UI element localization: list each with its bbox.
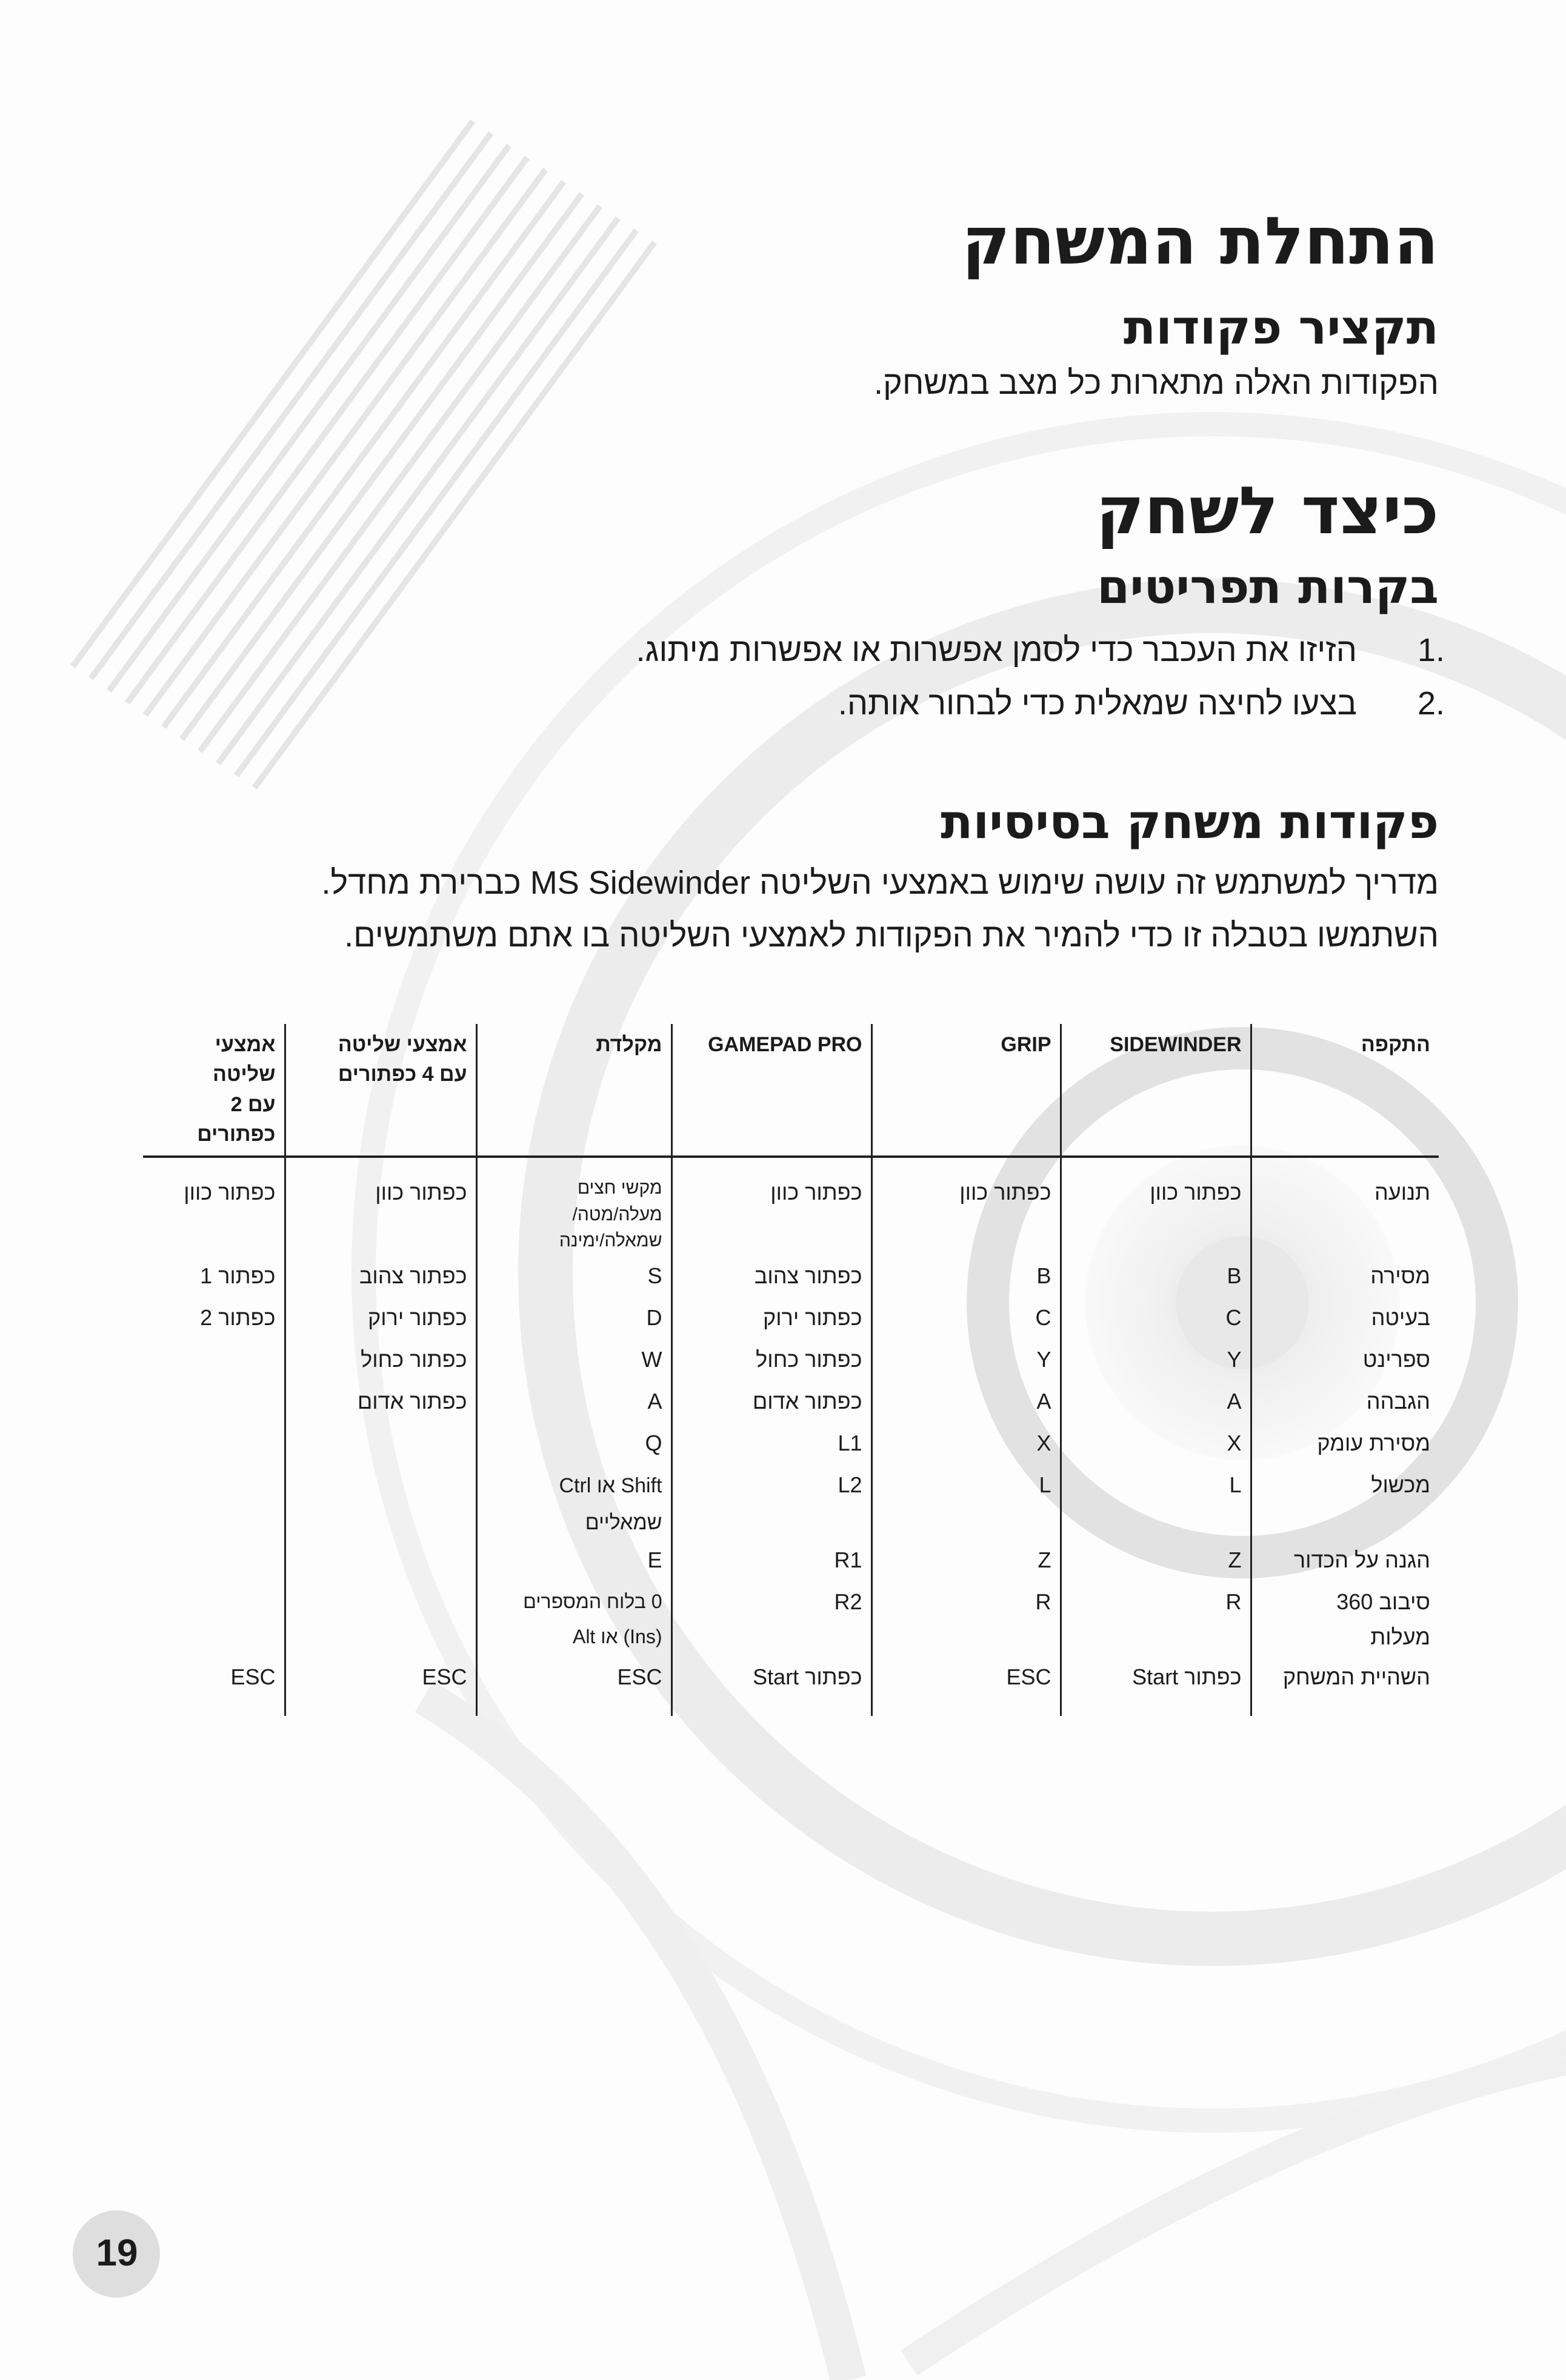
table-row [143,1426,1439,1468]
table-cell: Y [871,1342,1061,1384]
table-cell: Y [1061,1342,1251,1384]
table-cell: W [476,1342,671,1384]
table-cell: כפתור כוון [871,1157,1061,1258]
list-item-number: .2 [1417,685,1445,722]
table-cell: כפתור צהוב [285,1258,476,1300]
table-cell: D [476,1300,671,1342]
table-cell: תנועה [1374,1180,1430,1205]
table-cell: בעיטה [1371,1305,1430,1331]
column-header: GAMEPAD PRO [671,1024,871,1157]
table-cell: כפתור ירוק [285,1300,476,1342]
column-header: אמצעי שליטה עם 4 כפתורים [285,1024,476,1157]
table-cell: R1 [671,1543,871,1584]
section-heading-commands-summary: תקציר פקודות [1123,301,1439,355]
table-cell: מכשול [1371,1472,1430,1498]
table-row [143,1584,1439,1660]
table-header-row [143,1024,1439,1157]
column-header: SIDEWINDER [1061,1024,1251,1157]
table-cell [143,1384,285,1426]
table-cell: R2 [671,1584,871,1660]
page-number: 19 [96,2232,138,2274]
table-cell: כפתור צהוב [671,1258,871,1300]
page-title: התחלת המשחק [962,204,1439,279]
table-cell [143,1584,285,1660]
column-header: מקלדת [476,1024,671,1157]
controls-table [143,1024,1439,1716]
table-cell: X [1061,1426,1251,1468]
basic-commands-text-1: מדריך למשתמש זה עושה שימוש באמצעי השליטה MS Sidewinder כברירת מחדל. [321,865,1439,901]
table-cell: Q [476,1426,671,1468]
table-cell: ESC [476,1660,671,1716]
table-cell: כפתור כוון [1061,1157,1251,1258]
table-cell: כפתור Start [671,1660,871,1716]
table-cell: כפתור ירוק [671,1300,871,1342]
table-cell: R [871,1584,1061,1660]
table-cell: ESC [871,1660,1061,1716]
column-header: אמצעי שליטה עם 2 כפתורים [143,1024,285,1157]
table-cell: השהיית המשחק [1282,1664,1430,1690]
table-row [143,1258,1439,1300]
table-row [143,1157,1439,1258]
table-cell [143,1468,285,1543]
table-cell: כפתור כוון [143,1157,285,1258]
table-cell: C [1061,1300,1251,1342]
list-item [838,685,1445,722]
table-row [143,1342,1439,1384]
table-cell: ספרינט [1362,1347,1430,1372]
section-text-commands-summary: הפקודות האלה מתארות כל מצב במשחק. [873,365,1439,401]
table-cell: L [871,1468,1061,1543]
table-cell: כפתור כוון [285,1157,476,1258]
table-cell: כפתור כוון [671,1157,871,1258]
table-cell: ESC [285,1660,476,1716]
table-cell: C [871,1300,1061,1342]
table-cell: מקשי חצים מעלה/מטה/ שמאלה/ימינה [476,1157,671,1258]
list-item-number: .1 [1417,632,1445,668]
table-cell [285,1468,476,1543]
table-cell: כפתור אדום [285,1384,476,1426]
table-cell: Z [871,1543,1061,1584]
table-cell [285,1584,476,1660]
basic-commands-heading: פקודות משחק בסיסיות [941,795,1439,849]
table-cell: X [871,1426,1061,1468]
table-cell: L [1061,1468,1251,1543]
list-item [636,631,1445,669]
table-cell [143,1426,285,1468]
table-row [143,1384,1439,1426]
basic-commands-text-2: השתמשו בטבלה זו כדי להמיר את הפקודות לאמצעי השליטה בו אתם משתמשים. [344,917,1439,954]
list-item-text: בצעו לחיצה שמאלית כדי לבחור אותה. [838,685,1357,722]
table-cell: כפתור כחול [285,1342,476,1384]
table-row [143,1543,1439,1584]
table-cell [143,1342,285,1384]
table-cell: כפתור 1 [143,1258,285,1300]
table-row [143,1468,1439,1543]
table-cell: כפתור Start [1061,1660,1251,1716]
menu-controls-heading: בקרות תפריטים [1097,560,1439,614]
how-to-play-title: כיצד לשחק [1096,473,1439,549]
table-cell: כפתור 2 [143,1300,285,1342]
table-cell [143,1543,285,1584]
table-cell: S [476,1258,671,1300]
table-row [143,1300,1439,1342]
table-cell: הגנה על הכדור [1293,1547,1430,1573]
table-cell: הגבהה [1366,1389,1430,1414]
table-cell: Shift או Ctrl שמאליים [476,1468,671,1543]
table-cell: E [476,1543,671,1584]
list-item-text: הזיזו את העכבר כדי לסמן אפשרות או אפשרות מיתוג. [636,632,1357,668]
table-cell: כפתור כחול [671,1342,871,1384]
table-cell: Z [1061,1543,1251,1584]
table-row [143,1660,1439,1716]
table-cell: ESC [143,1660,285,1716]
table-cell: A [476,1384,671,1426]
table-cell: כפתור אדום [671,1384,871,1426]
column-header: GRIP [871,1024,1061,1157]
table-cell: B [871,1258,1061,1300]
table-cell: B [1061,1258,1251,1300]
table-cell: R [1061,1584,1251,1660]
table-cell: מסירה [1370,1263,1430,1289]
table-cell [285,1426,476,1468]
table-cell: L1 [671,1426,871,1468]
table-cell [285,1543,476,1584]
table-cell: סיבוב 360 מעלות [1336,1589,1430,1649]
column-header: התקפה [1251,1024,1439,1157]
table-cell: L2 [671,1468,871,1543]
table-cell: A [1061,1384,1251,1426]
table-cell: מסירת עומק [1317,1431,1430,1456]
table-cell: A [871,1384,1061,1426]
table-cell: 0 בלוח המספרים (Ins) או Alt [476,1584,671,1660]
